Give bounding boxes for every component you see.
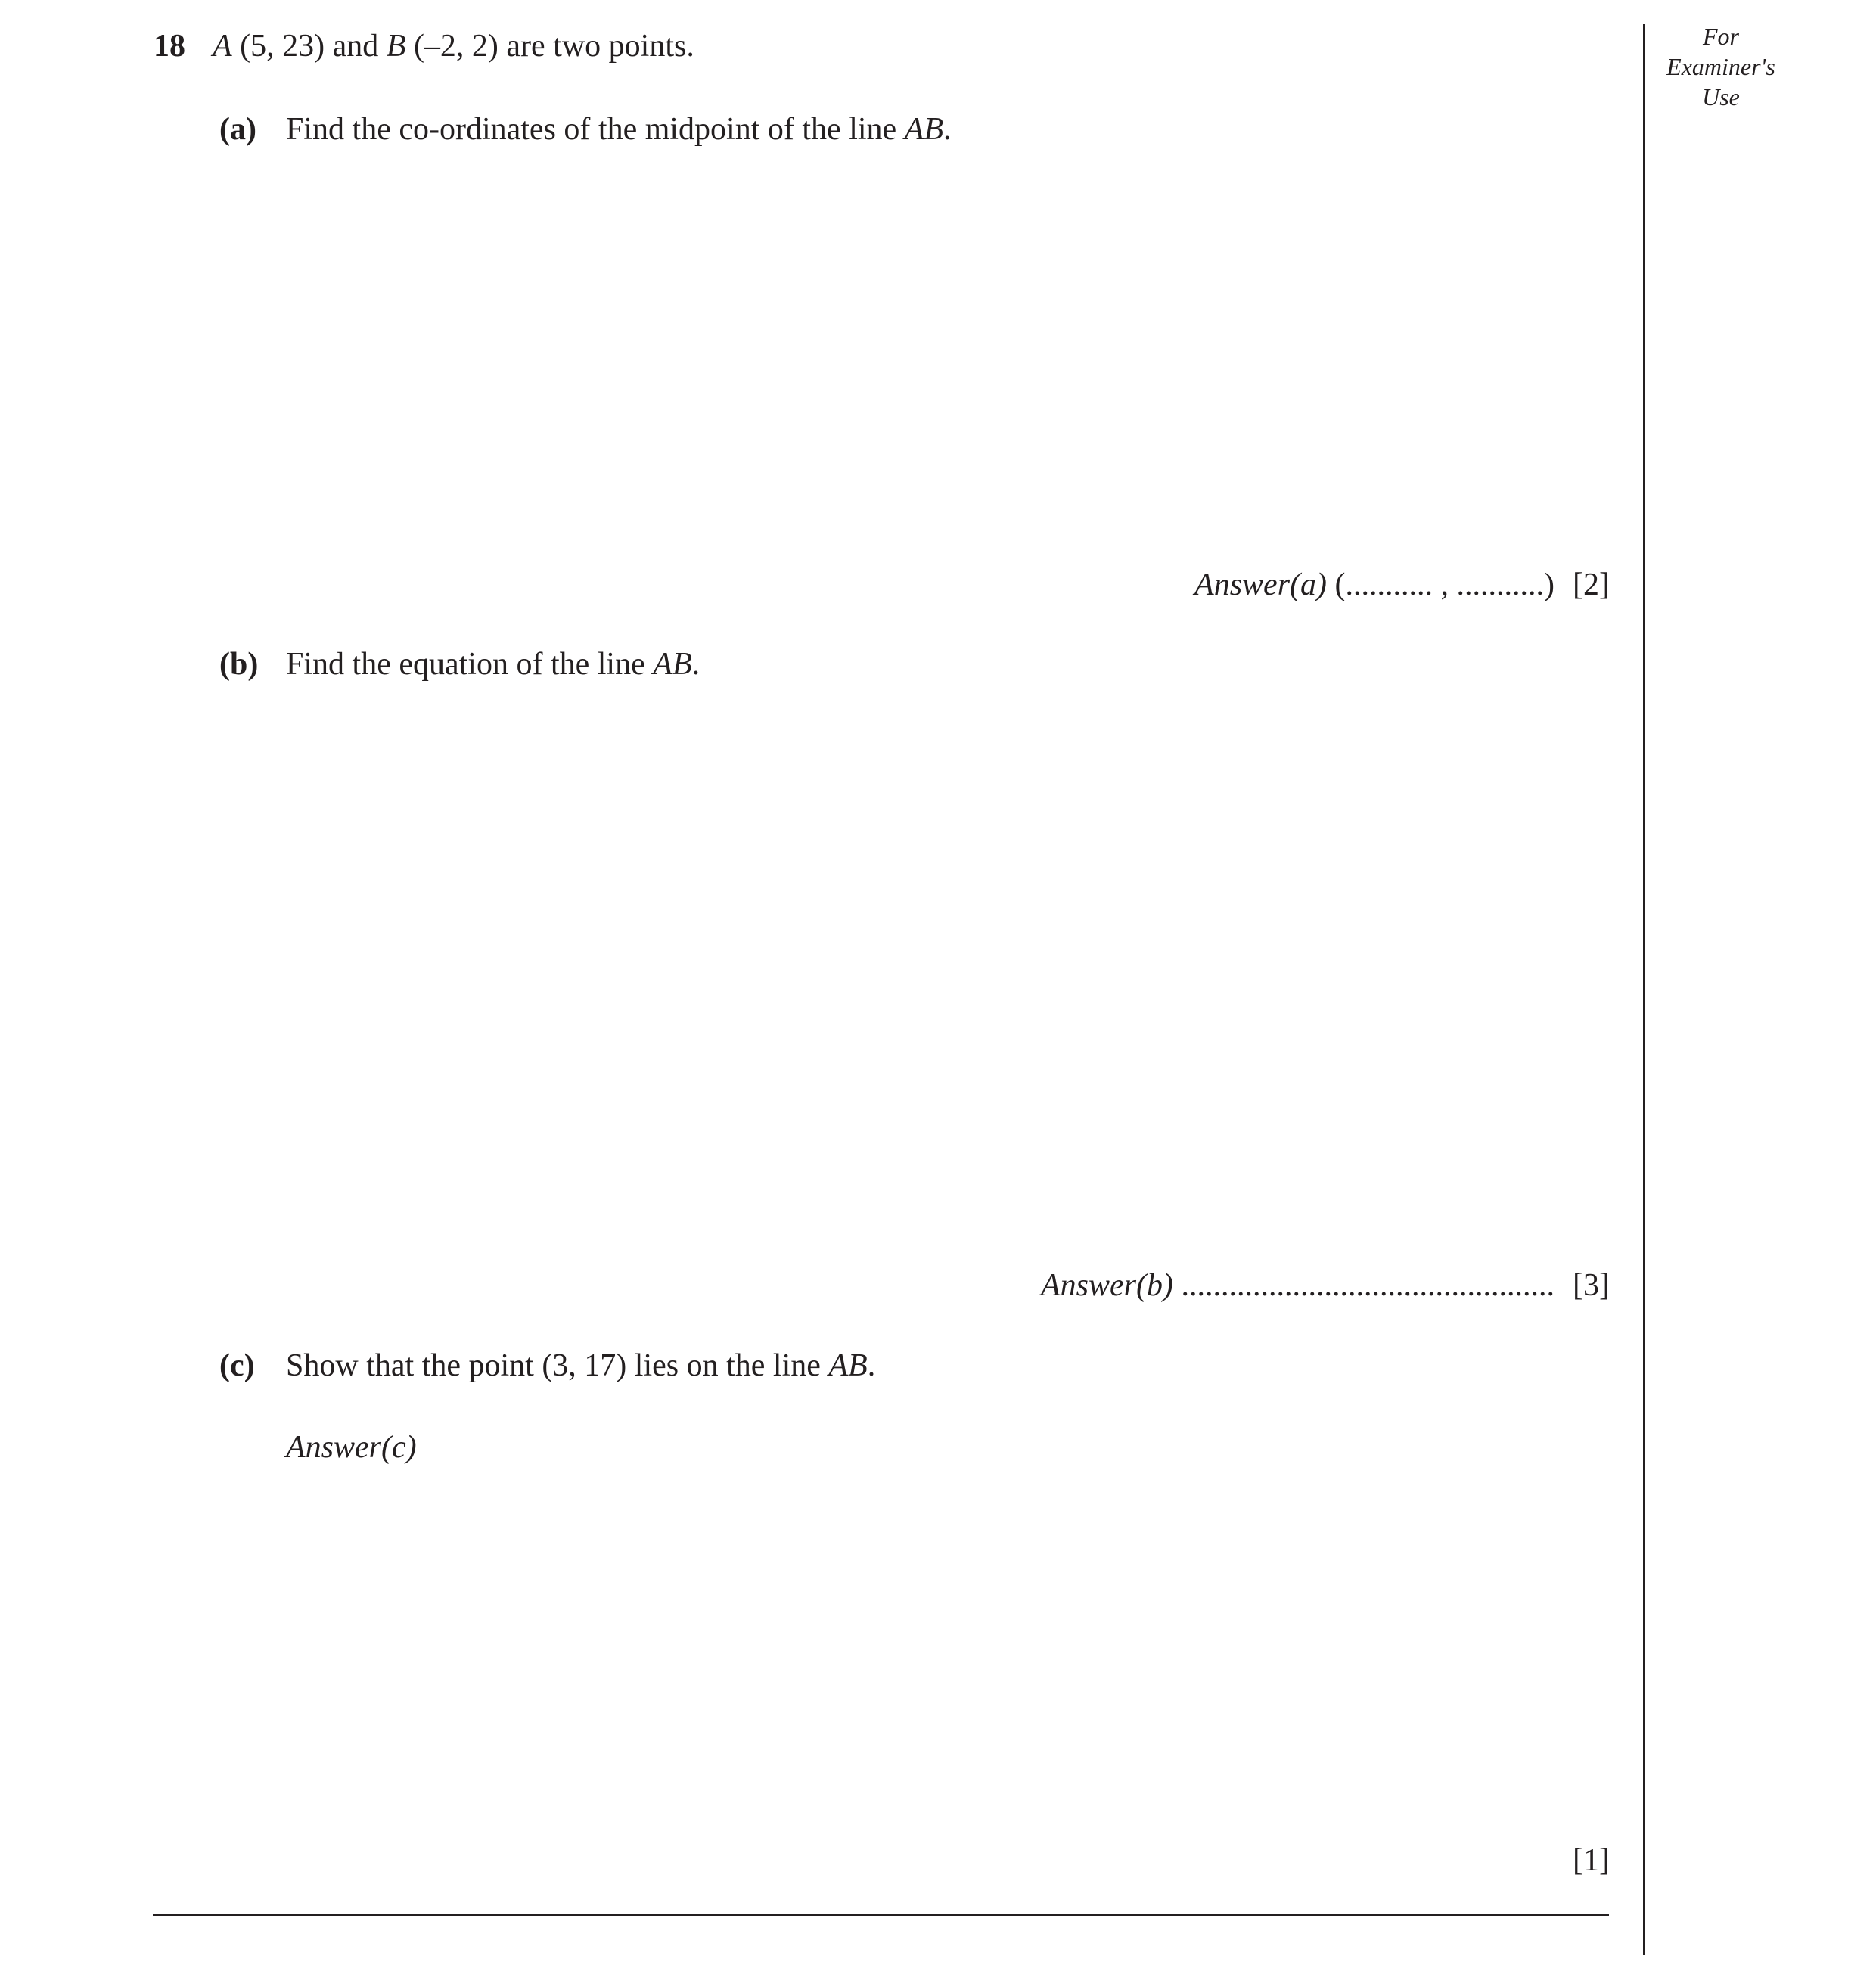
- bottom-rule: [153, 1914, 1609, 1916]
- part-c-text: Show that the point (3, 17) lies on the line: [286, 1348, 829, 1383]
- part-b-answer-label: Answer(b): [1041, 1268, 1174, 1303]
- part-b-question: [219, 645, 700, 683]
- part-c-answer-label: Answer(c): [286, 1430, 417, 1465]
- part-c-end: .: [867, 1348, 876, 1383]
- point-b-coords: (–2, 2) are two points.: [405, 29, 694, 64]
- examiner-line-3: Use: [1702, 83, 1740, 110]
- part-a-answer-label: Answer(a): [1194, 567, 1328, 602]
- part-b-end: .: [691, 647, 700, 682]
- part-a-marks: [2]: [1573, 567, 1610, 602]
- part-a-label: (a): [219, 112, 256, 147]
- examiner-line-2: Examiner's: [1666, 53, 1775, 80]
- question-number: 18: [154, 29, 185, 64]
- question-stem: [154, 27, 694, 65]
- part-b-label: (b): [219, 647, 259, 682]
- part-b-text: Find the equation of the line: [286, 647, 654, 682]
- part-a-text: Find the co-ordinates of the midpoint of the line: [286, 112, 905, 147]
- part-a-question: [219, 110, 951, 148]
- examiner-line-1: For: [1703, 23, 1739, 50]
- part-b-answer-blank[interactable]: ...............................................: [1173, 1268, 1555, 1303]
- point-a-label: A: [213, 29, 232, 64]
- part-c-marks: [1]: [1573, 1843, 1610, 1878]
- part-c-question: [219, 1347, 875, 1385]
- point-b-label: B: [386, 29, 406, 64]
- part-b-ab: AB: [653, 647, 692, 682]
- part-a-answer-blank[interactable]: (........... , ...........): [1327, 567, 1555, 602]
- part-c-label: (c): [219, 1348, 255, 1383]
- part-c-ab: AB: [828, 1348, 868, 1383]
- part-a-end: .: [943, 112, 952, 147]
- part-a-ab: AB: [904, 112, 943, 147]
- part-b-marks: [3]: [1573, 1268, 1610, 1303]
- part-a-answer-line: [1194, 566, 1610, 604]
- point-a-coords: (5, 23) and: [231, 29, 387, 64]
- part-b-answer-line: [1041, 1267, 1610, 1304]
- examiner-use-label: [1645, 21, 1797, 112]
- examiner-margin-line: [1643, 24, 1645, 1955]
